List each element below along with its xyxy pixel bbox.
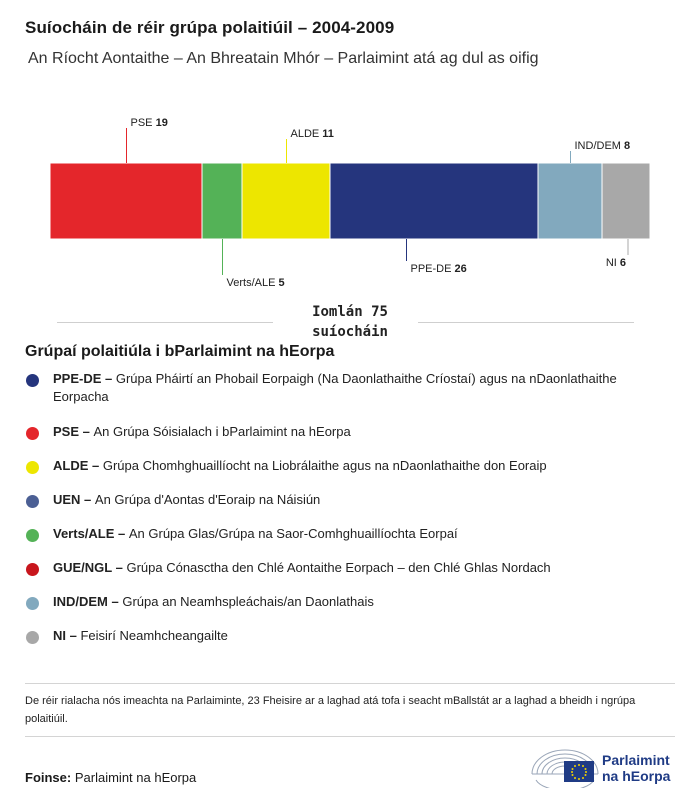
label-value-alde: 11 [322,128,334,140]
legend-abbr-ind-dem: IND/DEM – [53,594,123,609]
legend-text-ni: Feisirí Neamhcheangailte [80,628,228,643]
label-name-verts-ale: Verts/ALE [226,277,279,290]
bar-alde [242,163,330,239]
bar-ni [602,163,650,239]
bar-verts-ale [202,163,242,239]
legend-swatch-uen [26,495,39,508]
label-value-ppe-de: 26 [454,263,467,276]
label-ind-dem [575,140,631,152]
legend-swatch-ni [26,631,39,644]
bar-ppe-de [330,163,538,239]
bar-pse [50,163,202,239]
total-seats [0,302,700,342]
legend-title: Grúpaí polaitiúla i bParlaimint na hEorpa [25,343,335,360]
label-name-alde: ALDE [290,128,323,140]
divider-top [25,683,675,684]
label-ppe-de [411,263,467,275]
logo-line2: na hEorpa [602,768,671,784]
legend-swatch-pse [26,427,39,440]
legend-item-uen [25,491,665,509]
legend-swatch-ind-dem [26,597,39,610]
legend-item-ppe-de [25,370,665,406]
legend-text-ppe-de: Grúpa Pháirtí an Phobail Eorpaigh (Na Daonlathaithe Críostaí) agus na nDaonlathaithe Eorpacha [53,371,617,404]
label-name-ni: NI [605,257,620,270]
legend-item-pse [25,423,665,441]
legend-swatch-verts-ale [26,529,39,542]
chart-title: Suíocháin de réir grúpa polaitiúil – 2004-2009 [25,18,395,37]
chart-subtitle: An Ríocht Aontaithe – An Bhreatain Mhór – Parlaimint atá ag dul as oifig [28,50,539,67]
footnote: De réir rialacha nós imeachta na Parlaiminte, 23 Fheisire ar a laghad atá tofa i seacht mBallstát ar a laghad a bheidh i ngrúpa polaitiúil. [25,695,636,725]
legend-abbr-uen: UEN – [53,492,95,507]
seat-bar-chart [0,100,700,290]
label-name-ind-dem: IND/DEM [574,140,624,152]
legend-text-alde: Grúpa Chomhghuaillíocht na Liobrálaithe agus na nDaonlathaithe don Eoraip [102,458,547,473]
legend-text-uen: An Grúpa d'Aontas d'Eoraip na Náisiún [94,492,321,507]
legend-swatch-alde [26,461,39,474]
label-name-pse: PSE [130,117,156,129]
legend-abbr-ppe-de: PPE-DE – [53,371,116,386]
label-verts-ale [227,277,285,289]
bar-ind-dem [538,163,602,239]
label-value-ni: 6 [619,257,626,270]
legend-abbr-alde: ALDE – [53,458,103,473]
label-name-ppe-de: PPE-DE [410,263,455,276]
label-ni [606,257,626,269]
legend-text-verts-ale: An Grúpa Glas/Grúpa na Saor-Comhghuaillíochta Eorpaí [128,526,458,541]
legend-text-gue-ngl: Grúpa Cónasctha den Chlé Aontaithe Eorpach – den Chlé Ghlas Nordach [126,560,551,575]
source-value: Parlaimint na hEorpa [74,770,197,785]
divider-bottom [25,736,675,737]
total-seats-line2: suíocháin [312,324,388,340]
label-value-ind-dem: 8 [624,140,631,152]
label-alde [291,128,334,140]
legend-swatch-ppe-de [26,374,39,387]
legend-abbr-verts-ale: Verts/ALE – [53,526,129,541]
legend-list [25,370,665,661]
legend-text-pse: An Grúpa Sóisialach i bParlaimint na hEorpa [93,424,351,439]
legend-abbr-gue-ngl: GUE/NGL – [53,560,127,575]
label-value-verts-ale: 5 [278,277,285,290]
legend-abbr-ni: NI – [53,628,81,643]
legend-item-alde [25,457,665,475]
legend-item-verts-ale [25,525,665,543]
logo-line1: Parlaimint [602,752,670,768]
source [25,770,196,785]
legend-text-ind-dem: Grúpa an Neamhspleáchais/an Daonlathais [122,594,374,609]
legend-abbr-pse: PSE – [53,424,94,439]
logo-text [602,752,670,784]
legend-item-ni [25,627,665,645]
source-label: Foinse: [25,770,72,785]
legend-item-ind-dem [25,593,665,611]
label-pse [131,117,168,129]
label-value-pse: 19 [155,117,168,129]
total-seats-line1: Iomlán 75 [312,304,388,320]
legend-item-gue-ngl [25,559,665,577]
legend-swatch-gue-ngl [26,563,39,576]
